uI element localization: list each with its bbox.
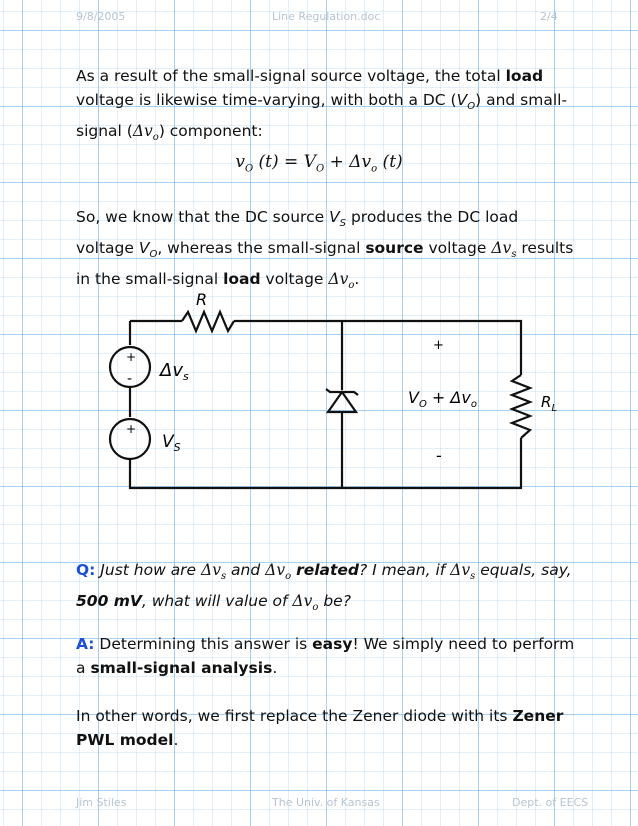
source-dvs-minus: - xyxy=(127,371,133,387)
symbol: Δv xyxy=(450,561,471,579)
text: voltage xyxy=(260,270,329,289)
text: equals, say, xyxy=(475,561,572,579)
bold-text: 500 mV xyxy=(76,592,142,611)
symbol: V xyxy=(303,152,316,172)
text: be? xyxy=(318,592,351,611)
text: produces the DC load voltage xyxy=(76,208,519,258)
symbol: V xyxy=(138,239,150,258)
resistor-r-symbol xyxy=(182,312,234,331)
subscript: O xyxy=(315,163,325,175)
subscript: O xyxy=(149,249,158,261)
symbol: Δv xyxy=(292,592,313,611)
text: , whereas the small-signal xyxy=(157,239,366,258)
bold-text: load xyxy=(505,67,544,85)
bold-text: source xyxy=(365,239,424,258)
text: As a result of the small-signal source voltage, the total xyxy=(76,67,506,85)
resistor-rl-label: $R_L$ xyxy=(541,393,558,414)
text: In other words, we first replace the Zener diode with its xyxy=(76,707,513,725)
subscript: s xyxy=(511,249,517,261)
subscript: O xyxy=(244,163,254,175)
subscript: o xyxy=(152,132,159,144)
symbol: (t) = xyxy=(253,152,304,172)
symbol: (t) xyxy=(377,152,403,172)
text: and xyxy=(226,561,266,579)
symbol: Δv xyxy=(201,561,221,579)
text: . xyxy=(173,731,179,749)
bold-text: small-signal analysis xyxy=(90,659,273,677)
footer-author: Jim Stiles xyxy=(76,796,127,809)
symbol: V xyxy=(329,208,340,226)
resistor-r-label: R xyxy=(196,290,208,309)
symbol: + Δv xyxy=(324,152,372,172)
symbol: Δv xyxy=(132,122,153,141)
symbol: Δv xyxy=(491,239,512,258)
subscript: o xyxy=(312,602,319,614)
subscript: o xyxy=(285,571,292,583)
text: voltage xyxy=(423,239,492,258)
subscript: S xyxy=(339,218,347,230)
header-doc: Line Regulation.doc xyxy=(272,10,381,23)
wire-bottom xyxy=(130,438,521,488)
symbol: Δv xyxy=(328,270,349,289)
bold-text: easy xyxy=(312,635,353,653)
bold-text: Zener PWL model xyxy=(76,707,564,749)
text: ? I mean, if xyxy=(359,561,451,579)
source-dvs-label: $\Delta v_s$ xyxy=(160,360,189,383)
source-vs-plus: + xyxy=(126,422,137,436)
output-plus: + xyxy=(433,338,444,353)
symbol: v xyxy=(235,152,245,172)
output-voltage-label: $V_O + \Delta v_o$ xyxy=(408,388,477,410)
text: , what will value of xyxy=(141,592,293,611)
text: So, we know that the DC source xyxy=(76,208,330,226)
symbol: V xyxy=(456,91,468,109)
text: . xyxy=(354,270,360,289)
footer-university: The Univ. of Kansas xyxy=(272,796,380,809)
paragraph-3 xyxy=(76,704,576,752)
text: results in the small-signal xyxy=(76,239,574,289)
source-vs-label: $V_S$ xyxy=(162,432,181,454)
question-paragraph xyxy=(76,558,576,620)
symbol: Δv xyxy=(265,561,286,579)
subscript: o xyxy=(371,163,378,175)
output-minus: - xyxy=(436,446,442,465)
text: Just how are xyxy=(95,561,202,579)
text: . xyxy=(272,659,278,677)
wire-top xyxy=(234,321,521,375)
subscript: O xyxy=(467,101,476,113)
subscript: s xyxy=(220,571,227,583)
bold-text: related xyxy=(296,561,360,579)
text: Determining this answer is xyxy=(94,635,313,653)
header-date: 9/8/2005 xyxy=(76,10,126,23)
bold-text: load xyxy=(223,270,261,289)
subscript: o xyxy=(348,280,355,292)
answer-label: A: xyxy=(76,635,95,653)
text: ! We simply need to perform a xyxy=(76,635,575,677)
resistor-rl-symbol xyxy=(512,375,530,438)
question-label: Q: xyxy=(76,561,96,579)
answer-paragraph xyxy=(76,632,576,680)
footer-department: Dept. of EECS xyxy=(512,796,589,809)
header-page: 2/4 xyxy=(540,10,558,23)
text: ) and small-signal ( xyxy=(76,91,568,141)
text: ) component: xyxy=(158,122,263,141)
subscript: s xyxy=(470,571,476,583)
text: voltage is likewise time-varying, with both a DC ( xyxy=(76,91,457,109)
source-vs-minus: - xyxy=(127,451,133,467)
source-dvs-plus: + xyxy=(126,350,137,364)
zener-diode-triangle xyxy=(328,392,356,412)
